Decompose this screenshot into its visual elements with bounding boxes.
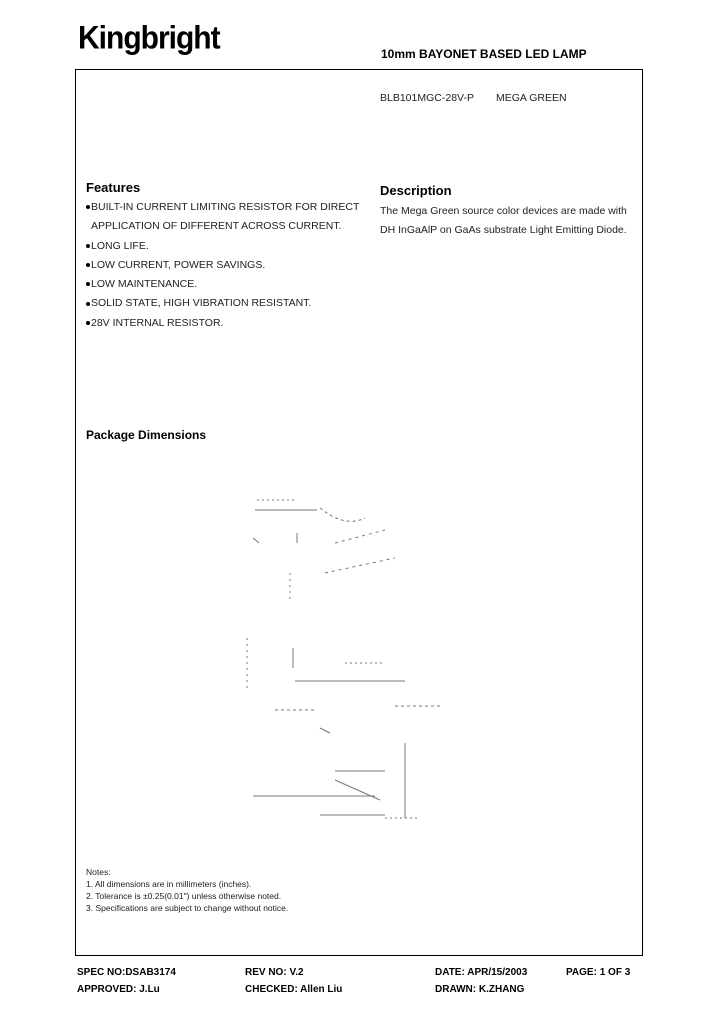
description-text: The Mega Green source color devices are made with DH InGaAlP on GaAs substrate Light Emitting Diode. — [380, 205, 627, 237]
part-info — [380, 92, 567, 104]
description-heading: Description — [380, 183, 452, 198]
bullet-icon — [86, 282, 90, 286]
spec-number: SPEC NO:DSAB3174 — [77, 967, 176, 978]
notes-heading: Notes: — [86, 867, 111, 877]
feature-item: LOW MAINTENANCE. — [86, 275, 359, 294]
approved-by: APPROVED: J.Lu — [77, 984, 160, 995]
feature-item: APPLICATION OF DIFFERENT ACROSS CURRENT. — [91, 220, 342, 233]
feature-item: SOLID STATE, HIGH VIBRATION RESISTANT. — [86, 294, 359, 313]
bullet-icon — [86, 244, 90, 248]
kingbright-logo: Kingbright — [78, 20, 220, 57]
bullet-icon — [86, 321, 90, 325]
checked-by: CHECKED: Allen Liu — [245, 984, 343, 995]
features-heading: Features — [86, 180, 141, 195]
notes-block — [86, 866, 288, 914]
feature-item: LOW CURRENT, POWER SAVINGS. — [86, 256, 359, 275]
bullet-icon — [86, 205, 90, 209]
part-number: BLB101MGC-28V-P — [380, 92, 474, 104]
part-color: MEGA GREEN — [495, 92, 567, 104]
note-item: 3. Specifications are subject to change without notice. — [86, 903, 289, 913]
document-title: 10mm BAYONET BASED LED LAMP — [381, 47, 587, 61]
drawn-by: DRAWN: K.ZHANG — [435, 984, 525, 995]
features-list — [86, 198, 359, 333]
package-heading: Package Dimensions — [86, 428, 207, 442]
feature-item: LONG LIFE. — [86, 237, 359, 256]
feature-item: 28V INTERNAL RESISTOR. — [86, 314, 359, 333]
note-item: 1. All dimensions are in millimeters (inches). — [86, 879, 252, 889]
document-date: DATE: APR/15/2003 — [435, 967, 528, 978]
page-number: PAGE: 1 OF 3 — [566, 967, 631, 978]
feature-item: BUILT-IN CURRENT LIMITING RESISTOR FOR DIRECT — [86, 198, 359, 217]
bullet-icon — [86, 263, 90, 267]
revision-number: REV NO: V.2 — [245, 967, 304, 978]
bullet-icon — [86, 302, 90, 306]
note-item: 2. Tolerance is ±0.25(0.01") unless otherwise noted. — [86, 891, 282, 901]
package-dimension-drawing — [235, 488, 455, 828]
